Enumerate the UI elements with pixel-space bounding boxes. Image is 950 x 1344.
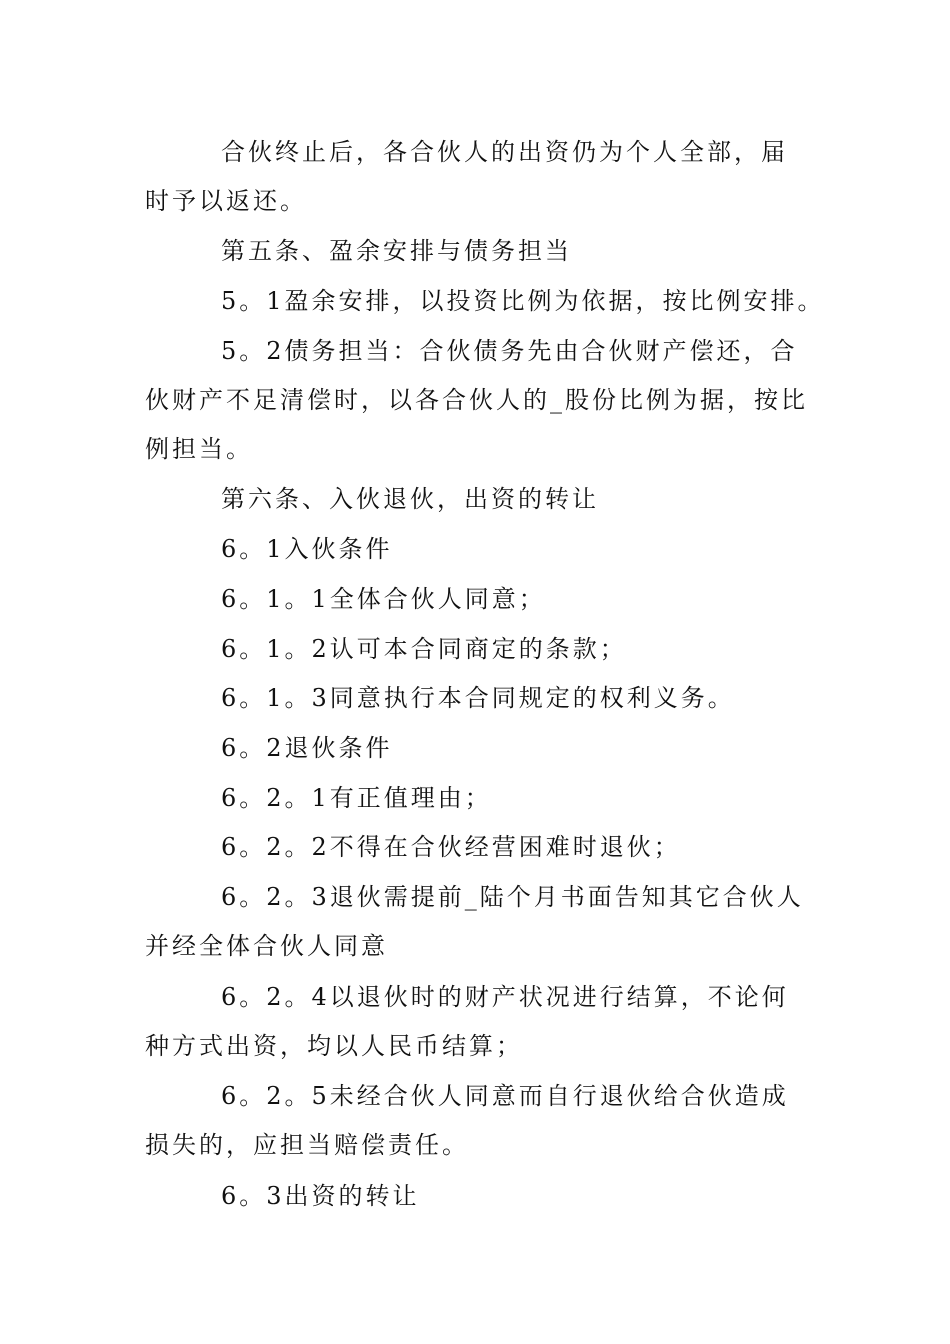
clause-6-3: 6。3出资的转让 (221, 1182, 420, 1210)
clause-6-2-4: 6。2。4以退伙时的财产状况进行结算，不论何种方式出资，均以人民币结算； (145, 983, 789, 1060)
paragraph-termination-refund: 合伙终止后，各合伙人的出资仍为个人全部，届时予以返还。 (145, 138, 788, 215)
clause-6-1: 6。1入伙条件 (221, 535, 393, 563)
clause-6-2-1: 6。2。1有正值理由； (221, 784, 492, 812)
clause-6-1-3: 6。1。3同意执行本合同规定的权利义务。 (221, 684, 735, 712)
clause-5-1: 5。1盈余安排，以投资比例为依据，按比例安排。 (221, 287, 825, 315)
clause-6-2: 6。2退伙条件 (221, 734, 393, 762)
clause-6-1-1: 6。1。1全体合伙人同意； (221, 585, 546, 613)
heading-article-5: 第五条、盈余安排与债务担当 (221, 237, 572, 265)
clause-6-2-3: 6。2。3退伙需提前_陆个月书面告知其它合伙人并经全体合伙人同意 (145, 883, 804, 960)
heading-article-6: 第六条、入伙退伙，出资的转让 (221, 485, 599, 513)
clause-5-2: 5。2债务担当：合伙债务先由合伙财产偿还，合伙财产不足清偿时，以各合伙人的_股份比例为据，按比例担当。 (145, 337, 808, 463)
clause-6-2-2: 6。2。2不得在合伙经营困难时退伙； (221, 833, 681, 861)
clause-6-1-2: 6。1。2认可本合同商定的条款； (221, 635, 627, 663)
clause-6-2-5: 6。2。5未经合伙人同意而自行退伙给合伙造成损失的，应担当赔偿责任。 (145, 1082, 789, 1159)
